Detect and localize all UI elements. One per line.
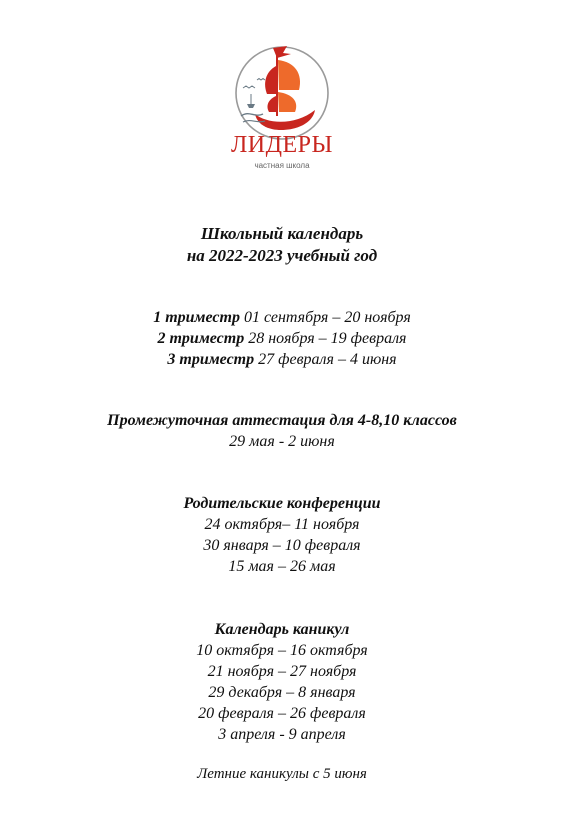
title-line-2: на 2022-2023 учебный год: [186, 246, 378, 265]
trimester-dates: 28 ноября – 19 февраля: [244, 330, 407, 347]
trimester-line: [0, 328, 564, 349]
holiday-dates: 20 февраля – 26 февраля: [198, 705, 366, 722]
conference-dates: 30 января – 10 февраля: [203, 537, 361, 554]
school-logo: [233, 44, 331, 184]
conference-dates: 15 мая – 26 мая: [228, 558, 336, 575]
summer-text: Летние каникулы с 5 июня: [197, 766, 367, 782]
attestation-dates: 29 мая - 2 июня: [229, 433, 335, 450]
trimester-dates: 01 сентября – 20 ноября: [239, 309, 411, 326]
logo-subtitle: частная школа: [254, 161, 310, 170]
trimesters-section: [0, 307, 564, 370]
holiday-dates: 3 апреля - 9 апреля: [218, 726, 346, 743]
trimester-line: [0, 349, 564, 370]
conferences-section: [0, 493, 564, 577]
trimester-dates: 27 февраля – 4 июня: [254, 351, 397, 368]
conference-dates: 24 октября– 11 ноября: [204, 516, 360, 533]
holidays-section: [0, 619, 564, 745]
attestation-section: [0, 410, 564, 452]
holiday-dates: 21 ноября – 27 ноября: [207, 663, 357, 680]
document-title: [0, 223, 564, 267]
holidays-heading: Календарь каникул: [214, 621, 350, 638]
logo-name: ЛИДЕРЫ: [231, 132, 333, 158]
trimester-label: 1 триместр: [153, 309, 240, 326]
holiday-dates: 29 декабря – 8 января: [208, 684, 356, 701]
trimester-label: 2 триместр: [157, 330, 245, 347]
sailing-ship-icon: [233, 44, 331, 142]
trimester-label: 3 триместр: [167, 351, 255, 368]
attestation-heading: Промежуточная аттестация для 4-8,10 классов: [107, 412, 457, 429]
title-line-1: Школьный календарь: [200, 224, 364, 243]
trimester-line: [0, 307, 564, 328]
summer-holidays: [0, 764, 564, 785]
holiday-dates: 10 октября – 16 октября: [196, 642, 368, 659]
conferences-heading: Родительские конференции: [183, 495, 381, 512]
